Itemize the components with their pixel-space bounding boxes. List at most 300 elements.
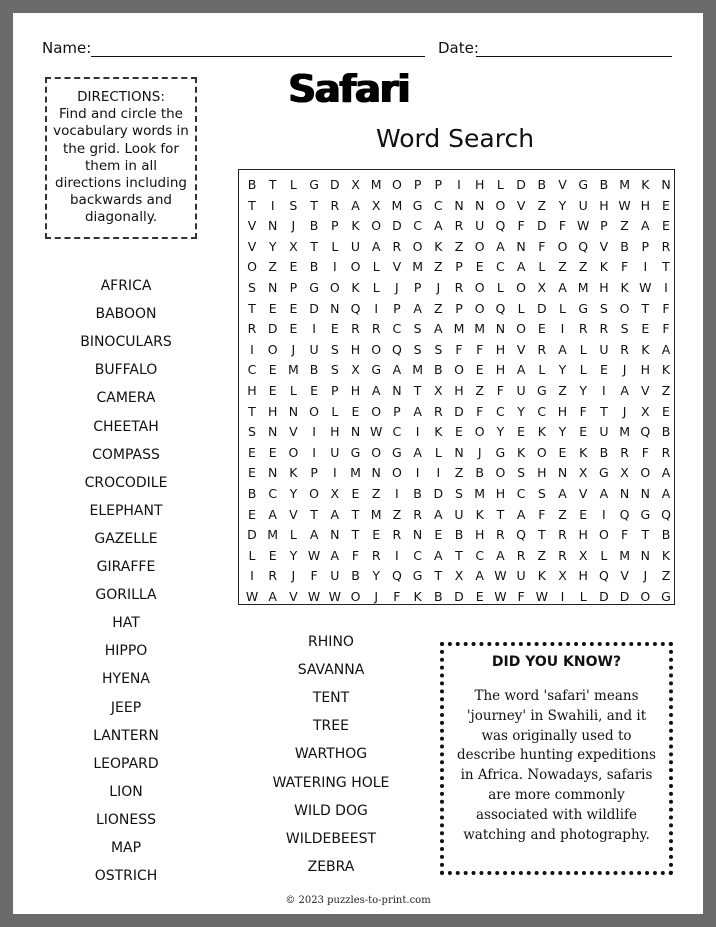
grid-letter: O bbox=[350, 589, 361, 604]
grid-letter: T bbox=[310, 238, 318, 254]
date-field-line bbox=[476, 56, 672, 57]
grid-letter: R bbox=[620, 341, 629, 357]
grid-letter: W bbox=[307, 589, 321, 604]
grid-letter: S bbox=[413, 341, 422, 357]
word-list-item: GIRAFFE bbox=[96, 559, 156, 575]
grid-letter: R bbox=[371, 321, 381, 337]
grid-letter: G bbox=[412, 197, 423, 213]
grid-letter: X bbox=[351, 177, 360, 192]
word-list-item: HAT bbox=[112, 615, 140, 632]
grid-letter: R bbox=[661, 238, 671, 254]
grid-letter: R bbox=[433, 403, 443, 419]
grid-letter: N bbox=[557, 465, 568, 481]
grid-letter: Q bbox=[516, 527, 527, 543]
grid-letter: R bbox=[392, 527, 402, 543]
grid-letter: R bbox=[268, 568, 278, 584]
grid-letter: A bbox=[413, 300, 422, 316]
grid-letter: V bbox=[516, 341, 526, 357]
grid-letter: I bbox=[395, 547, 399, 563]
grid-letter: I bbox=[436, 465, 441, 481]
grid-letter: X bbox=[578, 547, 588, 563]
grid-letter: H bbox=[599, 197, 609, 213]
grid-letter: O bbox=[309, 403, 320, 419]
grid-letter: V bbox=[247, 218, 257, 234]
grid-letter: A bbox=[641, 218, 650, 234]
grid-letter: Y bbox=[558, 197, 567, 213]
grid-letter: J bbox=[436, 280, 441, 295]
grid-letter: P bbox=[413, 177, 422, 192]
grid-letter: F bbox=[579, 403, 587, 419]
grid-letter: A bbox=[413, 403, 422, 419]
grid-letter: H bbox=[474, 177, 485, 192]
grid-letter: G bbox=[536, 383, 547, 398]
grid-letter: L bbox=[538, 362, 546, 378]
grid-letter: G bbox=[578, 177, 589, 192]
grid-letter: T bbox=[600, 403, 608, 419]
grid-letter: Y bbox=[496, 424, 505, 440]
grid-letter: F bbox=[641, 444, 649, 460]
grid-letter: F bbox=[538, 506, 546, 522]
grid-letter: K bbox=[661, 362, 671, 378]
grid-letter: C bbox=[392, 424, 402, 440]
grid-letter: Q bbox=[578, 238, 589, 254]
grid-letter: C bbox=[537, 403, 547, 419]
grid-letter: P bbox=[455, 300, 463, 316]
grid-letter: G bbox=[371, 362, 382, 378]
grid-letter: T bbox=[537, 527, 546, 543]
grid-letter: L bbox=[372, 280, 380, 295]
grid-letter: R bbox=[413, 506, 422, 522]
grid-letter: E bbox=[289, 259, 298, 275]
grid-letter: E bbox=[475, 362, 484, 378]
grid-letter: O bbox=[391, 177, 402, 192]
grid-letter: S bbox=[620, 321, 629, 337]
grid-letter: O bbox=[454, 362, 464, 378]
copyright-footer: © 2023 puzzles-to-print.com bbox=[285, 895, 431, 906]
grid-letter: Z bbox=[620, 218, 629, 234]
word-list-item: BINOCULARS bbox=[80, 334, 172, 351]
grid-letter: H bbox=[495, 362, 506, 378]
word-list-item: TREE bbox=[313, 718, 349, 735]
grid-letter: T bbox=[434, 568, 443, 584]
grid-letter: I bbox=[560, 321, 565, 337]
grid-letter: B bbox=[413, 486, 422, 501]
page-subtitle: Word Search bbox=[375, 124, 535, 153]
did-you-know-text: The word 'safari' means 'journey' in Swahili, and it was originally used to describe hunting expeditions in Africa. Nowadays, safaris are more commonly associated with wildlife watching and photography. bbox=[457, 688, 656, 843]
grid-letter: O bbox=[474, 424, 485, 440]
grid-letter: C bbox=[475, 547, 485, 563]
grid-letter: I bbox=[415, 424, 420, 440]
grid-letter: E bbox=[662, 197, 670, 213]
grid-letter: P bbox=[331, 218, 339, 234]
grid-letter: D bbox=[536, 218, 547, 234]
grid-letter: A bbox=[434, 506, 443, 522]
word-list-item: CROCODILE bbox=[84, 474, 168, 491]
grid-letter: A bbox=[434, 218, 443, 234]
grid-letter: F bbox=[476, 341, 484, 357]
grid-letter: C bbox=[247, 362, 257, 378]
grid-letter: H bbox=[537, 465, 547, 481]
grid-letter: T bbox=[455, 547, 463, 563]
grid-letter: O bbox=[640, 465, 651, 481]
grid-letter: S bbox=[434, 341, 443, 357]
grid-letter: H bbox=[640, 362, 650, 378]
grid-letter: U bbox=[475, 218, 485, 234]
directions-box bbox=[45, 77, 197, 239]
grid-letter: K bbox=[661, 547, 671, 563]
grid-letter: T bbox=[310, 506, 318, 522]
grid-letter: Q bbox=[619, 506, 630, 522]
grid-letter: A bbox=[620, 383, 629, 398]
grid-row bbox=[239, 319, 674, 339]
grid-letter: O bbox=[474, 300, 485, 316]
grid-letter: O bbox=[288, 444, 299, 460]
grid-letter: K bbox=[351, 218, 360, 234]
grid-letter: B bbox=[351, 568, 360, 584]
grid-letter: Q bbox=[391, 341, 402, 357]
grid-letter: E bbox=[330, 321, 339, 337]
grid-letter: I bbox=[270, 197, 275, 213]
grid-letter: L bbox=[579, 341, 587, 357]
grid-letter: T bbox=[310, 197, 318, 213]
grid-letter: G bbox=[309, 280, 319, 295]
grid-letter: I bbox=[332, 465, 337, 481]
grid-letter: G bbox=[392, 444, 402, 460]
grid-letter: Z bbox=[371, 486, 381, 501]
word-list-item: WILDEBEEST bbox=[285, 830, 377, 847]
grid-row bbox=[239, 443, 674, 463]
grid-letter: P bbox=[600, 218, 608, 234]
grid-row bbox=[239, 505, 674, 525]
grid-letter: R bbox=[599, 321, 609, 337]
grid-letter: E bbox=[558, 444, 567, 460]
grid-letter: F bbox=[455, 341, 463, 357]
grid-letter: Z bbox=[558, 259, 567, 275]
grid-letter: G bbox=[661, 589, 671, 604]
grid-letter: F bbox=[538, 238, 546, 254]
grid-letter: L bbox=[579, 589, 587, 604]
grid-letter: B bbox=[309, 259, 319, 275]
grid-letter: I bbox=[664, 280, 668, 295]
grid-letter: M bbox=[267, 527, 279, 543]
grid-letter: K bbox=[579, 444, 588, 460]
grid-letter: B bbox=[309, 218, 319, 234]
grid-letter: Z bbox=[434, 259, 443, 275]
grid-row bbox=[239, 566, 674, 586]
grid-letter: L bbox=[496, 280, 504, 295]
word-list-item: LEOPARD bbox=[93, 755, 159, 772]
grid-letter: S bbox=[289, 197, 298, 213]
grid-letter: T bbox=[248, 300, 256, 316]
grid-letter: V bbox=[620, 568, 629, 584]
grid-letter: T bbox=[496, 506, 505, 522]
grid-letter: Q bbox=[661, 506, 671, 522]
grid-letter: M bbox=[619, 547, 630, 563]
grid-letter: E bbox=[268, 362, 277, 378]
grid-letter: X bbox=[578, 465, 588, 481]
grid-letter: O bbox=[516, 321, 527, 337]
grid-letter: I bbox=[250, 341, 254, 357]
grid-letter: V bbox=[289, 589, 298, 604]
grid-letter: N bbox=[661, 177, 671, 192]
grid-letter: E bbox=[579, 424, 588, 440]
grid-letter: Z bbox=[475, 383, 484, 398]
grid-letter: I bbox=[643, 259, 648, 275]
grid-letter: L bbox=[289, 177, 297, 192]
grid-letter: O bbox=[371, 341, 382, 357]
grid-letter: B bbox=[434, 362, 443, 378]
grid-letter: O bbox=[247, 259, 257, 275]
grid-letter: Z bbox=[434, 300, 443, 316]
grid-letter: W bbox=[494, 589, 507, 604]
grid-letter: V bbox=[247, 238, 257, 254]
grid-letter: U bbox=[599, 341, 609, 357]
grid-row bbox=[239, 216, 674, 236]
grid-letter: S bbox=[248, 424, 256, 440]
grid-letter: D bbox=[247, 527, 257, 543]
grid-letter: R bbox=[496, 527, 505, 543]
grid-letter: L bbox=[331, 238, 339, 254]
grid-letter: E bbox=[351, 403, 360, 419]
grid-letter: H bbox=[640, 197, 650, 213]
grid-row bbox=[239, 546, 674, 566]
word-list-item: LIONESS bbox=[95, 811, 157, 828]
grid-letter: A bbox=[661, 341, 671, 357]
grid-row bbox=[239, 402, 674, 422]
grid-letter: B bbox=[454, 527, 464, 543]
grid-letter: L bbox=[248, 547, 256, 563]
grid-letter: N bbox=[640, 547, 650, 563]
grid-letter: B bbox=[247, 177, 257, 192]
grid-letter: K bbox=[434, 238, 443, 254]
grid-letter: H bbox=[495, 341, 506, 357]
word-list-item: COMPASS bbox=[92, 446, 160, 463]
word-list-item: WATERING HOLE bbox=[272, 774, 390, 791]
grid-letter: P bbox=[310, 465, 318, 481]
grid-letter: P bbox=[289, 280, 298, 295]
grid-letter: U bbox=[330, 568, 340, 584]
grid-letter: Y bbox=[517, 403, 525, 419]
grid-letter: Y bbox=[268, 238, 277, 254]
grid-letter: V bbox=[289, 506, 298, 522]
grid-letter: O bbox=[516, 280, 527, 295]
grid-letter: O bbox=[557, 238, 568, 254]
grid-letter: F bbox=[393, 589, 401, 604]
grid-letter: H bbox=[247, 383, 257, 398]
word-list-item: LION bbox=[109, 783, 143, 800]
grid-letter: Z bbox=[537, 547, 547, 563]
word-list-item: GORILLA bbox=[95, 587, 157, 604]
grid-letter: A bbox=[516, 362, 526, 378]
grid-letter: H bbox=[495, 486, 506, 501]
grid-letter: Y bbox=[558, 362, 567, 378]
grid-letter: E bbox=[537, 321, 546, 337]
grid-letter: B bbox=[475, 465, 484, 481]
grid-letter: S bbox=[248, 280, 256, 295]
grid-row bbox=[239, 484, 674, 504]
grid-letter: W bbox=[535, 589, 548, 604]
grid-letter: N bbox=[268, 424, 278, 440]
grid-letter: L bbox=[496, 177, 504, 192]
grid-letter: N bbox=[495, 321, 506, 337]
grid-letter: R bbox=[454, 280, 464, 295]
grid-letter: A bbox=[661, 465, 671, 481]
grid-letter: R bbox=[661, 444, 671, 460]
grid-row bbox=[239, 278, 674, 298]
grid-letter: M bbox=[391, 197, 403, 213]
grid-letter: D bbox=[329, 177, 340, 192]
grid-letter: A bbox=[496, 238, 505, 254]
grid-row bbox=[239, 422, 674, 442]
grid-letter: F bbox=[620, 259, 629, 275]
grid-letter: O bbox=[495, 465, 506, 481]
grid-row bbox=[239, 196, 674, 216]
grid-letter: W bbox=[494, 568, 507, 584]
grid-letter: J bbox=[477, 444, 482, 460]
grid-letter: A bbox=[558, 280, 567, 295]
grid-letter: O bbox=[267, 341, 278, 357]
grid-letter: C bbox=[496, 259, 505, 275]
grid-letter: G bbox=[495, 444, 506, 460]
grid-letter: S bbox=[599, 300, 608, 316]
grid-letter: O bbox=[619, 300, 630, 316]
grid-row bbox=[239, 175, 674, 195]
grid-letter: H bbox=[474, 527, 485, 543]
grid-letter: L bbox=[538, 259, 546, 275]
grid-letter: R bbox=[247, 321, 257, 337]
grid-row bbox=[239, 257, 674, 277]
grid-letter: Z bbox=[661, 383, 671, 398]
grid-letter: Q bbox=[640, 424, 651, 440]
grid-letter: H bbox=[578, 527, 588, 543]
grid-letter: S bbox=[330, 362, 339, 378]
directions-text: Find and circle the vocabulary words in the grid. Look for them in all directions including backwards and diagonally. bbox=[53, 106, 189, 226]
grid-letter: A bbox=[496, 547, 505, 563]
grid-letter: K bbox=[537, 568, 546, 584]
grid-letter: R bbox=[392, 238, 402, 254]
grid-letter: L bbox=[372, 259, 380, 275]
grid-letter: P bbox=[331, 383, 339, 398]
grid-letter: X bbox=[289, 238, 298, 254]
grid-letter: R bbox=[620, 444, 629, 460]
grid-letter: E bbox=[599, 362, 608, 378]
date-label: Date: bbox=[438, 39, 479, 57]
grid-letter: W bbox=[639, 280, 652, 295]
grid-letter: Z bbox=[537, 197, 547, 213]
grid-letter: G bbox=[412, 568, 423, 584]
grid-letter: N bbox=[268, 218, 278, 234]
grid-letter: I bbox=[602, 506, 606, 522]
grid-letter: L bbox=[517, 300, 525, 316]
grid-letter: K bbox=[641, 341, 650, 357]
grid-letter: C bbox=[496, 403, 505, 419]
grid-row bbox=[239, 299, 674, 319]
grid-letter: O bbox=[329, 280, 340, 295]
grid-letter: O bbox=[474, 238, 485, 254]
grid-letter: A bbox=[392, 362, 402, 378]
grid-letter: B bbox=[620, 238, 629, 254]
grid-letter: D bbox=[516, 177, 526, 192]
grid-letter: W bbox=[577, 218, 590, 234]
grid-letter: E bbox=[455, 424, 463, 440]
grid-letter: O bbox=[474, 280, 485, 295]
word-list-item: AFRICA bbox=[100, 278, 152, 294]
grid-letter: Q bbox=[598, 568, 609, 584]
grid-row bbox=[239, 587, 674, 607]
grid-letter: P bbox=[455, 259, 463, 275]
grid-letter: M bbox=[474, 321, 486, 337]
grid-letter: E bbox=[662, 218, 670, 234]
grid-letter: W bbox=[370, 424, 383, 440]
grid-letter: A bbox=[371, 383, 381, 398]
grid-letter: V bbox=[289, 424, 298, 440]
grid-letter: F bbox=[517, 589, 525, 604]
grid-letter: C bbox=[268, 486, 278, 501]
word-list-item: BUFFALO bbox=[94, 362, 158, 379]
grid-letter: Z bbox=[454, 465, 464, 481]
grid-letter: D bbox=[454, 589, 464, 604]
grid-letter: O bbox=[640, 589, 651, 604]
grid-letter: J bbox=[622, 403, 627, 419]
grid-letter: E bbox=[248, 465, 256, 481]
word-list-item: HYENA bbox=[102, 671, 150, 688]
grid-letter: N bbox=[392, 383, 402, 398]
grid-letter: M bbox=[412, 259, 423, 275]
grid-letter: L bbox=[559, 300, 566, 316]
grid-letter: E bbox=[268, 300, 277, 316]
grid-letter: M bbox=[350, 465, 361, 481]
word-search-grid bbox=[238, 169, 675, 605]
grid-letter: U bbox=[330, 444, 340, 460]
grid-letter: T bbox=[641, 527, 650, 543]
grid-letter: C bbox=[433, 197, 443, 213]
grid-letter: C bbox=[413, 547, 422, 563]
grid-letter: O bbox=[391, 465, 402, 481]
grid-letter: G bbox=[350, 444, 361, 460]
grid-letter: A bbox=[309, 527, 319, 543]
grid-letter: N bbox=[268, 280, 278, 295]
grid-letter: D bbox=[309, 300, 319, 316]
word-list-item: OSTRICH bbox=[94, 868, 158, 885]
grid-letter: T bbox=[351, 527, 360, 543]
grid-letter: U bbox=[599, 424, 609, 440]
grid-letter: X bbox=[330, 486, 340, 501]
grid-letter: R bbox=[371, 547, 381, 563]
grid-letter: S bbox=[413, 321, 422, 337]
grid-letter: O bbox=[350, 259, 361, 275]
grid-letter: N bbox=[330, 300, 340, 316]
word-list-item: HIPPO bbox=[104, 643, 148, 660]
grid-letter: R bbox=[558, 547, 567, 563]
grid-letter: D bbox=[392, 218, 402, 234]
grid-letter: Y bbox=[289, 486, 298, 501]
grid-letter: P bbox=[393, 403, 401, 419]
grid-letter: G bbox=[640, 506, 651, 522]
grid-row bbox=[239, 463, 674, 483]
grid-letter: Q bbox=[495, 218, 506, 234]
grid-letter: J bbox=[374, 589, 379, 604]
grid-letter: K bbox=[351, 280, 360, 295]
grid-letter: F bbox=[476, 403, 484, 419]
grid-letter: A bbox=[351, 197, 360, 213]
grid-letter: S bbox=[455, 486, 463, 501]
grid-letter: H bbox=[454, 383, 464, 398]
grid-letter: Z bbox=[454, 238, 464, 254]
grid-letter: E bbox=[268, 444, 277, 460]
word-list-item: WARTHOG bbox=[294, 746, 368, 763]
grid-letter: F bbox=[558, 218, 567, 234]
grid-letter: W bbox=[245, 589, 259, 604]
